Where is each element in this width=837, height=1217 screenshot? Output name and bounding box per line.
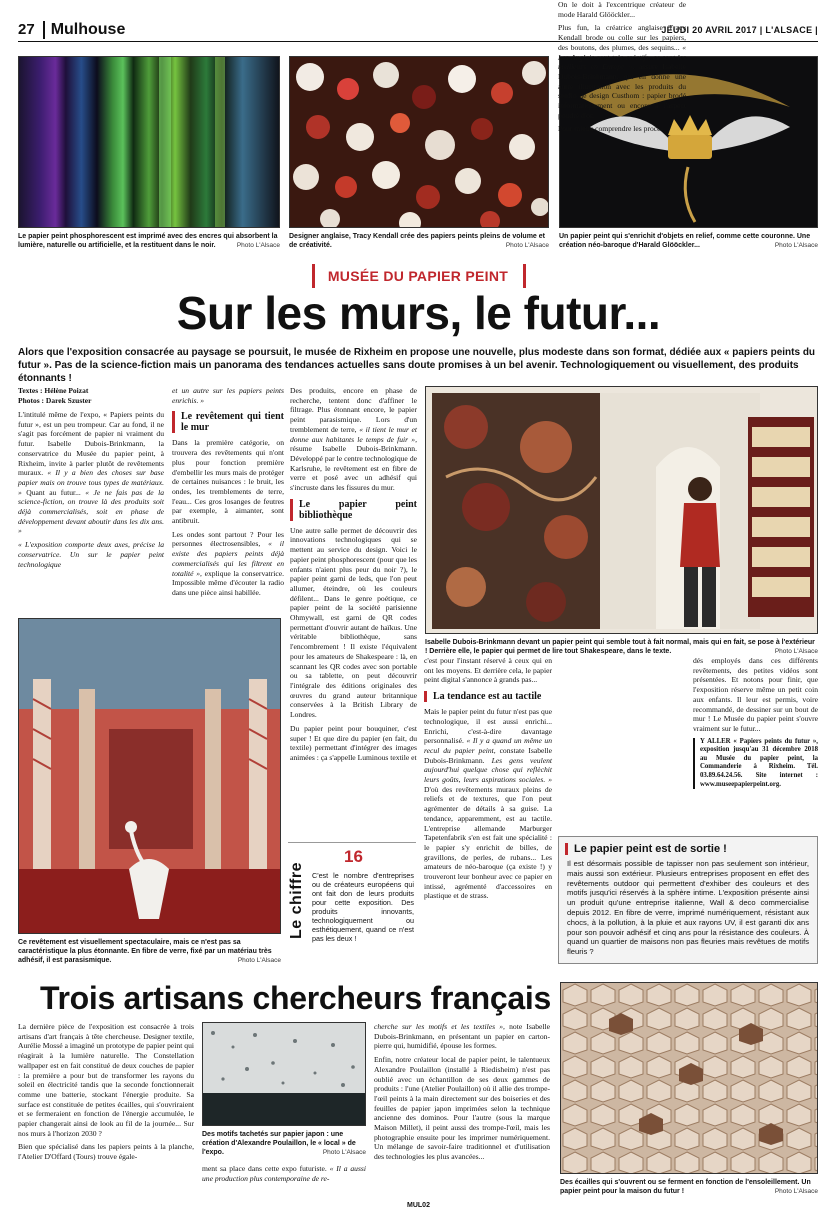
page-number: 27 [18, 21, 35, 38]
caption-sequins: Designer anglaise, Tracy Kendall crée des papiers peints pleins de volume et de créativité. Photo L'Alsace [289, 233, 549, 249]
caption-ecailles: Des écailles qui s'ouvrent ou se ferment en fonction de l'ensoleillement. Un papier peint pour la maison du futur ! Photo L'Alsace [560, 1179, 818, 1195]
hexagon-scales [561, 983, 818, 1174]
caption-parasismique: Ce revêtement est visuellement spectaculaire, mais ce n'est pas sa caractéristique la plus étonnante. En fibre de verre, fixé par un matériau très adhésif, il est parasismique. Photo L'Alsace [18, 939, 281, 964]
photo-japon [202, 1022, 366, 1126]
chiffre-number: 16 [344, 847, 363, 866]
caption-crown: Un papier peint qui s'enrichit d'objets en relief, comme cette couronne. Une création néo-baroque d'Harald Glööckler... Photo L'Alsace [559, 233, 818, 249]
photo-phosphorescent [18, 56, 280, 228]
gallery-scene [426, 387, 818, 634]
sidebar-box-text: Il est désormais possible de tapisser non pas seulement son intérieur, mais aussi son extérieur. Plusieurs entreprises proposent en effet des revêtements outdoor qui permettent d'exhiber des couleurs et des motifs jusqu'ici réservés à la sphère intime. L'exposition présente ainsi un produit qu'une entreprise italienne, Wall & deco commercialise depuis 2012. En fibre de verre, imprimé numériquement, résistant aux chocs, à la pollution, à la pluie et aux rayons UV, il est garanti dix ans pour son pouvoir adhésif et cinq ans pour la résistance des couleurs. À quand un quartier de maisons non pas fleuries mais revêtues de motifs fleuris ? [567, 859, 809, 957]
caption-japon: Des motifs tachetés sur papier japon : une création d'Alexandre Poulaillon, le « local » de l'expo. Photo L'Alsace [202, 1131, 366, 1156]
sidebar-box-title: Le papier peint est de sortie ! [565, 843, 811, 855]
photo-parasismique [18, 618, 281, 934]
subhead-bibliotheque: Le papier peint bibliothèque [290, 499, 417, 521]
page-header [18, 18, 818, 42]
chiffre-box [288, 842, 416, 942]
speckled-paper [203, 1023, 366, 1126]
byline: Textes : Hélène Poizat Photos : Darek Szuster [18, 386, 92, 405]
section-name: Mulhouse [43, 21, 126, 39]
sequins-pattern [290, 57, 549, 228]
glow-stripes [19, 57, 280, 228]
caption-conservator: Isabelle Dubois-Brinkmann devant un papier peint qui semble tout à fait normal, mais qui en fait, se pose à l'extérieur ! Derrière elle, le papier qui permet de lire tout Shakespeare, dans le texte. Photo L'Alsace [425, 639, 818, 655]
section-2-column-2: ment sa place dans cette expo futuriste. « Il a aussi une production plus contemporaine de re- [202, 1164, 366, 1183]
header-date: JEUDI 20 AVRIL 2017 | L'ALSACE | [661, 24, 818, 35]
caption-phosphorescent: Le papier peint phosphorescent est imprimé avec des encres qui absorbent la lumière, naturelle ou artificielle, et la restituent dans le noir. Photo L'Alsace [18, 233, 280, 249]
chiffre-label: Le chiffre [288, 861, 305, 939]
article-column-6: dés employés dans ces différents revêtements, des petites vidéos sont présentées. Et notons pour finir, que l'exposition réserve même un petit coin aux enfants. Il leur est permis, voire recommandé, de dessiner sur un bout de mur ! Le Musée du papier peint s'ouvre vraiment sur le futur... Y ALLER « Papiers peints du futur », exposition jusqu'au 31 décembre 2018 au Musée du papier peint, la Commanderie à Rixheim. Tél. 03.89.64.24.56. Site internet : www.museepapierpeint.org. [693, 656, 818, 788]
sidebar-box-sortie [558, 836, 818, 964]
section-2-column-3: cherche sur les motifs et les textiles », note Isabelle Dubois-Brinkmann, en présentant un papier en carton-pierre qui, humidifié, épouse les formes. Enfin, notre créateur local de papier peint, le talentueux Alexandre Poulaillon (installé à Riedisheim) n'est pas oublié avec un échantillon de ses deux gammes de produits : l'une (Atelier Poulaillon) où il allie des trompe-l'œil peints à la main directement sur des boiseries et des feuilles de papier japon imprimées selon la technique ancienne des dominos. Pour l'autre (sous la marque Maison Millet), il peint aussi des trompe-l'œil, mais les photographie ensuite pour les imprimer numériquement. Un mélange de savoir-faire traditionnel et d'utilisation des technologies les plus avancées... [374, 1022, 550, 1162]
photo-sequins [289, 56, 549, 228]
photo-conservator [425, 386, 818, 634]
standfirst: Alors que l'exposition consacrée au paysage se poursuit, le musée de Rixheim en propose une nouvelle, plus modeste dans son format, dédiée aux « papiers peints du futur ». Pas de la science-fiction mais un panorama des tendances actuelles sans doute promises à un bel avenir. Technologiquement ou visuellement, des produits étonnants ! [18, 347, 816, 384]
photo-ecailles [560, 982, 818, 1174]
kicker: MUSÉE DU PAPIER PEINT [327, 268, 509, 284]
headline: Sur les murs, le futur... [176, 287, 661, 339]
subhead-tactile: La tendance est au tactile [424, 691, 552, 702]
section-2-title: Trois artisans chercheurs français [40, 980, 551, 1016]
article-column-2: et un autre sur les papiers peints enrichis. » Le revêtement qui tient le mur Dans la première catégorie, on trouvera des revêtements qui n'ont plus pour fonction première d'embellir les murs mais de protéger de certaines nuisances : le bruit, les ondes, les tremblements de terre, l'eau... Ces gros losanges de feutres par exemple, à aimanter, sont antibruit. Les ondes sont partout ? Pour les personnes électrosensibles, « il existe des papiers peints déjà commercialisés qui les filtrent en totalité », explique la conservatrice. Impossible même d'écouter la radio dans une pièce ainsi habillée. [172, 386, 284, 597]
article-column-3: Des produits, encore en phase de recherche, tentent donc d'affiner le filtrage. Plus étonnant encore, le papier peint parasismique. Lors d'un tremblement de terre, « il tient le mur et donne aux habitants le temps de fuir », résume Isabelle Dubois-Brinkmann. Développé par le centre technologique de Karlsruhe, le revêtement est en fibre de verre et posé avec un adhésif qui s'incruste dans les fissures du mur. Le papier peint bibliothèque Une autre salle permet de découvrir des innovations technologiques qui se mettent au service du design. Voici le papier peint phosphorescent (pour que les enfants n'aient plus peur du noir ?), le papier peint garni de leds, que l'on peut allumer, éteindre, où les couleurs défilent... Dans le genre poétique, ce papier peint de la société parisienne Ohmywall, est garni de QR codes permettant d'ouvrir autant de haïkus. Une véritable bibliothèque, sans l'encombrement ! Il existe l'équivalent pour les amateurs de Shakespeare : là, en scannant les QR codes avec son portable ou sa tablette, on peut découvrir l'intégrale des éditions originales des œuvres du grand auteur britannique conservées à la British Library de Londres. Du papier peint pour bouquiner, c'est super ! Et que dire du papier (en fait, du textile) permettant d'intégrer des images animées : ça s'appelle Luminous textile et [290, 386, 418, 762]
article-column-4: c'est pour l'instant réservé à ceux qui en ont les moyens. Et derrière cela, le papier peint digital s'annonce à grands pas... La tendance est au tactile Mais le papier peint du futur n'est pas que technologique, il est aussi enrichi... Enrichi, c'est-à-dire davantage personnalisé. « Il y a quand un même un recul du papier peint, constate Isabelle Dubois-Brinkmann. Les gens veulent aujourd'hui quelque chose qui reflèchit leurs goûts, leurs aspirations sociales. » D'où des revêtements muraux pleins de reliefs et de textures, que l'on peut agrémenter de détails à sa guise. La tendance, apparemment, est au tactile. L'entreprise allemande Marburger Tapetenfabrik s'en est fait une spécialité : le papier s'y enrichit de billes, de gravillons, de perles, de rubans... Les amateurs de néo-baroque (ça existe !) y trouveront leur bonheur avec ce papier en intissé, agrémenté d'accessoires en plastique et de strass. [424, 656, 552, 901]
subhead-revetement: Le revêtement qui tient le mur [172, 411, 284, 433]
article-column-1: Textes : Hélène Poizat Photos : Darek Szuster L'intitulé même de l'expo, « Papiers peints du futur », est un peu trompeur. Car au fond, il ne s'agit pas forcément de papier ni vraiment du futur. Isabelle Dubois-Brinkmann, la conservatrice du Musée du papier peint, à Rixheim, invite à parler plutôt de revêtements muraux. « Il y a bien des choses sur base papier mais on trouve tous types de matériaux. » Quant au futur... « Je ne fais pas de la science-fiction, on trouve là des produits soit déjà commercialisés, soit en phase de développement devant aboutir dans les dix ans. » « L'exposition comporte deux axes, précise la conservatrice. Un sur le papier peint technologique [18, 386, 164, 569]
chiffre-text: C'est le nombre d'entreprises ou de créateurs européens qui ont fait don de leurs produits pour cette exposition. Des produits innovants, technologiquement ou esthétiquement, quand ce n'est pas les deux ! [312, 871, 414, 943]
practical-info: Y ALLER « Papiers peints du futur », exposition jusqu'au 31 décembre 2018 au Musée du papier peint, la Commanderie à Rixheim. Tél. 03.89.64.24.56. Site internet : www.museepapierpeint.org. [693, 738, 818, 790]
page-footer: MUL02 [407, 1202, 430, 1209]
palace-wallpaper-scene [19, 619, 281, 934]
section-2-column-1: La dernière pièce de l'exposition est consacrée à trois artisans d'art français à tête chercheuse. Designer textile, Aurélie Mossé a imaginé un prototype de papier peint qui réagirait à la lumière naturelle. The Constellation wallpaper est en fait constitué de deux couches de papier : la première a pour but de transformer les rayons du soleil en électricité tandis que la seconde fonctionnerait comme une batterie, stockant l'énergie produite. Sa surface est constituée de petites écailles, qui s'ouvriraient et se fermeraient en fonction de l'énergie accumulée, le papier changerait ainsi de look au fil de la journée... Sur nos murs à l'horizon 2030 ? Bien que spécialisé dans les papiers peints à la planche, l'Atelier D'Offard (Tours) trouve égale- [18, 1022, 194, 1162]
article-column-5: On le doit à l'excentrique créateur de mode Harald Glööckler... Plus fun, la créatrice anglaise Tracy Kendall brode ou colle sur les papiers, des boutons, des plumes, des sequins... « Les Anglais sont très créatifs, ce sont les meilleurs en Europe », assure Isabelle Dubois-Brinkmann, qui en donne une autre illustration avec les produits du studio de design Custhom : papier brodé informatiquement ou encore à l'aspect poudré d'or. Pour mieux comprendre les procé- [558, 0, 686, 134]
